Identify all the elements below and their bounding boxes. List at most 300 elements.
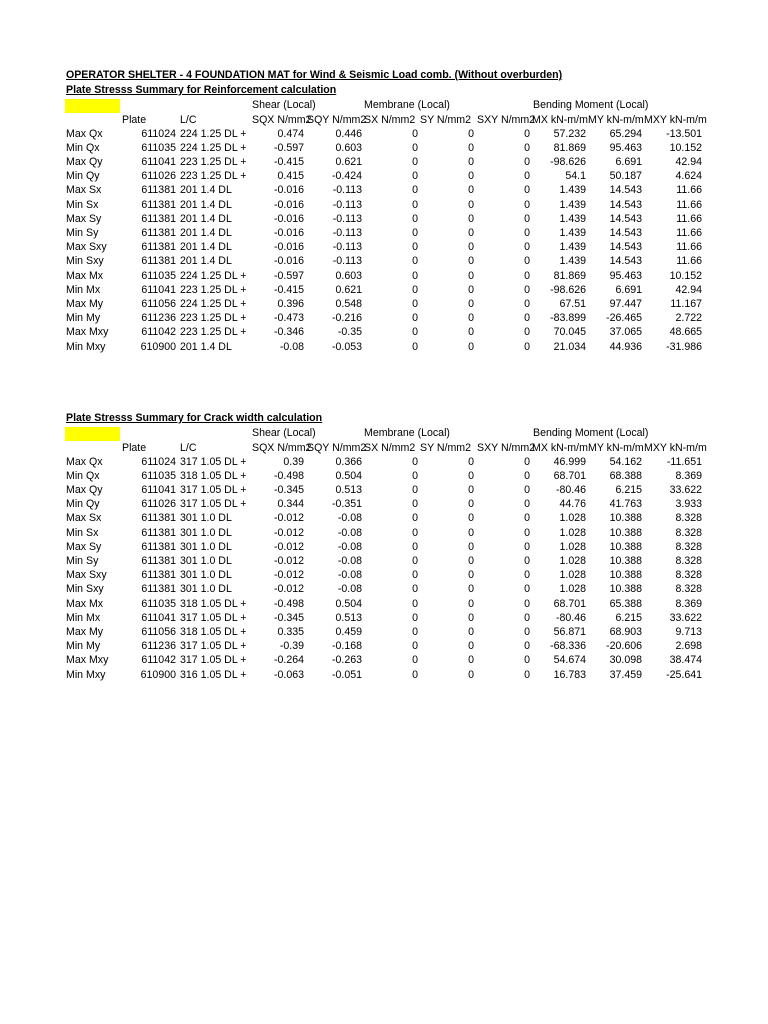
value-cell: 8.328 — [675, 583, 702, 596]
value-cell: 0.504 — [335, 469, 362, 482]
value-cell: -0.415 — [273, 283, 304, 296]
section-title: Plate Stresss Summary for Crack width calculation — [66, 412, 323, 424]
value-cell: 0 — [524, 283, 530, 296]
value-cell: 1.028 — [559, 526, 586, 539]
column-header: MXY kN-m/m — [644, 113, 707, 126]
value-cell: 0 — [468, 297, 474, 310]
value-cell: 611381 — [141, 512, 176, 525]
value-cell: 33.622 — [669, 483, 702, 496]
value-cell: 0 — [412, 540, 418, 553]
value-cell: 1.439 — [559, 184, 586, 197]
row-label: Max Sxy — [66, 569, 107, 582]
value-cell: 1.028 — [559, 583, 586, 596]
value-cell: 65.294 — [609, 127, 642, 140]
value-cell: 46.999 — [553, 455, 586, 468]
value-cell: 0.459 — [335, 625, 362, 638]
group-header-shear: Shear (Local) — [252, 99, 316, 111]
value-cell: 0.548 — [335, 297, 362, 310]
row-label: Min Mx — [66, 283, 101, 296]
value-cell: 10.152 — [669, 141, 702, 154]
value-cell: 611381 — [141, 569, 176, 582]
row-label: Max My — [66, 625, 104, 638]
value-cell: 97.447 — [609, 297, 642, 310]
value-cell: 0 — [412, 569, 418, 582]
value-cell: 0 — [524, 512, 530, 525]
value-cell: 1.439 — [559, 212, 586, 225]
value-cell: 0 — [468, 498, 474, 511]
value-cell: 0 — [468, 340, 474, 353]
value-cell: 0 — [524, 455, 530, 468]
value-cell: -0.012 — [273, 512, 304, 525]
value-cell: 0 — [468, 184, 474, 197]
value-cell: -0.113 — [332, 212, 362, 225]
value-cell: -0.016 — [273, 198, 304, 211]
value-cell: 611381 — [141, 184, 176, 197]
value-cell: 44.936 — [609, 340, 642, 353]
value-cell: 6.215 — [615, 483, 642, 496]
value-cell: 0 — [524, 625, 530, 638]
value-cell: -0.216 — [331, 312, 362, 325]
value-cell: 2.722 — [675, 312, 702, 325]
value-cell: 0 — [524, 326, 530, 339]
value-cell: 0.513 — [335, 483, 362, 496]
value-cell: 0 — [468, 283, 474, 296]
row-label: Min Sy — [66, 226, 99, 239]
value-cell: 0.603 — [335, 141, 362, 154]
value-cell: 38.474 — [669, 654, 702, 667]
value-cell: 3.933 — [675, 498, 702, 511]
value-cell: 611026 — [141, 170, 176, 183]
value-cell: 0 — [524, 340, 530, 353]
value-cell: 0 — [412, 255, 418, 268]
row-label: Max Qy — [66, 483, 103, 496]
value-cell: 0 — [468, 269, 474, 282]
value-cell: 1.439 — [559, 241, 586, 254]
value-cell: 0 — [524, 269, 530, 282]
value-cell: 0 — [524, 312, 530, 325]
value-cell: 0 — [468, 668, 474, 681]
value-cell: 8.328 — [675, 512, 702, 525]
column-header: MXY kN-m/m — [644, 441, 707, 454]
value-cell: 0 — [468, 170, 474, 183]
row-label: Max My — [66, 297, 104, 310]
value-cell: 0.621 — [335, 155, 362, 168]
column-header: MX kN-m/m — [532, 441, 588, 454]
value-cell: 0 — [412, 554, 418, 567]
value-cell: -0.113 — [332, 198, 362, 211]
value-cell: 0.335 — [277, 625, 304, 638]
value-cell: 70.045 — [553, 326, 586, 339]
load-case-cell: 301 1.0 DL — [180, 583, 232, 596]
value-cell: 611035 — [141, 469, 176, 482]
value-cell: 0 — [468, 226, 474, 239]
value-cell: 0 — [468, 155, 474, 168]
value-cell: 0 — [412, 212, 418, 225]
value-cell: 2.698 — [675, 640, 702, 653]
value-cell: 0 — [412, 241, 418, 254]
value-cell: 611381 — [141, 198, 176, 211]
value-cell: 611035 — [141, 597, 176, 610]
column-header: SY N/mm2 — [420, 441, 472, 454]
value-cell: 56.871 — [553, 625, 586, 638]
value-cell: -0.39 — [279, 640, 304, 653]
value-cell: 0 — [412, 184, 418, 197]
value-cell: 8.369 — [675, 597, 702, 610]
load-case-cell: 201 1.4 DL — [180, 241, 232, 254]
value-cell: 50.187 — [609, 170, 642, 183]
value-cell: -0.016 — [273, 212, 304, 225]
column-header: SXY N/mm2 — [477, 113, 536, 126]
value-cell: 65.388 — [609, 597, 642, 610]
value-cell: 68.903 — [609, 625, 642, 638]
value-cell: 68.388 — [609, 469, 642, 482]
value-cell: 0 — [524, 540, 530, 553]
value-cell: 0 — [468, 597, 474, 610]
value-cell: -0.35 — [337, 326, 362, 339]
value-cell: 0 — [468, 654, 474, 667]
value-cell: 6.691 — [615, 155, 642, 168]
value-cell: 0 — [412, 326, 418, 339]
value-cell: 0 — [468, 241, 474, 254]
value-cell: 1.439 — [559, 255, 586, 268]
load-case-cell: 317 1.05 DL + — [180, 498, 247, 511]
value-cell: 611035 — [141, 269, 176, 282]
value-cell: 0 — [468, 611, 474, 624]
value-cell: 37.065 — [609, 326, 642, 339]
value-cell: -0.113 — [332, 255, 362, 268]
value-cell: 0 — [412, 498, 418, 511]
column-header: L/C — [180, 113, 197, 126]
value-cell: 0 — [524, 155, 530, 168]
value-cell: -25.641 — [666, 668, 702, 681]
value-cell: 0 — [468, 540, 474, 553]
value-cell: 0.415 — [277, 170, 304, 183]
value-cell: 6.215 — [615, 611, 642, 624]
value-cell: 14.543 — [609, 226, 642, 239]
value-cell: 0 — [524, 170, 530, 183]
value-cell: 0.513 — [335, 611, 362, 624]
value-cell: 8.369 — [675, 469, 702, 482]
row-label: Max Mxy — [66, 654, 109, 667]
value-cell: -80.46 — [555, 483, 586, 496]
value-cell: 81.869 — [553, 269, 586, 282]
load-case-cell: 317 1.05 DL + — [180, 640, 247, 653]
value-cell: 0 — [524, 526, 530, 539]
value-cell: 0.396 — [277, 297, 304, 310]
row-label: Max Sy — [66, 212, 102, 225]
value-cell: -26.465 — [606, 312, 642, 325]
value-cell: 54.674 — [553, 654, 586, 667]
value-cell: 9.713 — [675, 625, 702, 638]
value-cell: 0 — [412, 654, 418, 667]
value-cell: 0 — [524, 583, 530, 596]
value-cell: 0 — [412, 155, 418, 168]
value-cell: 0 — [468, 212, 474, 225]
column-header: MY kN-m/m — [588, 113, 644, 126]
value-cell: 8.328 — [675, 569, 702, 582]
value-cell: 42.94 — [675, 155, 702, 168]
value-cell: 0 — [524, 198, 530, 211]
value-cell: 10.152 — [669, 269, 702, 282]
value-cell: -0.012 — [273, 554, 304, 567]
value-cell: 8.328 — [675, 554, 702, 567]
load-case-cell: 301 1.0 DL — [180, 554, 232, 567]
row-label: Max Qy — [66, 155, 103, 168]
value-cell: 4.624 — [675, 170, 702, 183]
row-label: Min Mxy — [66, 668, 106, 681]
row-label: Min Sx — [66, 198, 99, 211]
load-case-cell: 201 1.4 DL — [180, 226, 232, 239]
value-cell: 0.446 — [335, 127, 362, 140]
value-cell: -0.345 — [273, 611, 304, 624]
value-cell: -0.346 — [273, 326, 304, 339]
column-header: SQY N/mm2 — [307, 441, 367, 454]
value-cell: 0 — [468, 625, 474, 638]
column-header: MY kN-m/m — [588, 441, 644, 454]
load-case-cell: 201 1.4 DL — [180, 198, 232, 211]
value-cell: -0.016 — [273, 226, 304, 239]
value-cell: 8.328 — [675, 526, 702, 539]
row-label: Min Qy — [66, 498, 100, 511]
column-header: Plate — [122, 441, 147, 454]
value-cell: -0.113 — [332, 226, 362, 239]
value-cell: 611042 — [141, 654, 176, 667]
value-cell: -0.597 — [273, 141, 304, 154]
load-case-cell: 317 1.05 DL + — [180, 455, 247, 468]
value-cell: 611041 — [141, 611, 176, 624]
load-case-cell: 318 1.05 DL + — [180, 597, 247, 610]
load-case-cell: 201 1.4 DL — [180, 340, 232, 353]
load-case-cell: 223 1.25 DL + — [180, 283, 247, 296]
column-header: SQX N/mm2 — [252, 113, 312, 126]
value-cell: -0.08 — [337, 554, 362, 567]
value-cell: 44.76 — [559, 498, 586, 511]
value-cell: 1.028 — [559, 554, 586, 567]
value-cell: -0.473 — [273, 312, 304, 325]
value-cell: 0 — [468, 255, 474, 268]
value-cell: 0 — [412, 611, 418, 624]
row-label: Min Qx — [66, 141, 100, 154]
value-cell: 11.66 — [676, 241, 702, 254]
value-cell: 0 — [412, 340, 418, 353]
value-cell: 0 — [524, 255, 530, 268]
row-label: Max Mxy — [66, 326, 109, 339]
value-cell: 0 — [524, 141, 530, 154]
value-cell: 0 — [412, 526, 418, 539]
value-cell: -13.501 — [666, 127, 702, 140]
value-cell: 611024 — [141, 455, 176, 468]
row-label: Min Qy — [66, 170, 100, 183]
value-cell: 611024 — [141, 127, 176, 140]
value-cell: 1.028 — [559, 512, 586, 525]
value-cell: 0 — [412, 469, 418, 482]
row-label: Max Sx — [66, 512, 102, 525]
value-cell: 0.603 — [335, 269, 362, 282]
value-cell: 0 — [468, 198, 474, 211]
value-cell: -0.263 — [331, 654, 362, 667]
value-cell: 1.439 — [559, 198, 586, 211]
group-header-bending: Bending Moment (Local) — [533, 99, 649, 111]
value-cell: -0.08 — [337, 526, 362, 539]
value-cell: -0.08 — [337, 540, 362, 553]
value-cell: 611056 — [141, 625, 176, 638]
value-cell: -0.345 — [273, 483, 304, 496]
row-label: Max Mx — [66, 597, 104, 610]
value-cell: 0 — [524, 127, 530, 140]
column-header: L/C — [180, 441, 197, 454]
value-cell: -0.597 — [273, 269, 304, 282]
row-label: Min Sxy — [66, 255, 104, 268]
row-label: Max Sxy — [66, 241, 107, 254]
document-title: OPERATOR SHELTER - 4 FOUNDATION MAT for Wind & Seismic Load comb. (Without overburden) — [66, 69, 563, 81]
value-cell: 0 — [412, 226, 418, 239]
value-cell: 30.098 — [609, 654, 642, 667]
load-case-cell: 201 1.4 DL — [180, 255, 232, 268]
row-label: Min Mx — [66, 611, 101, 624]
value-cell: 611236 — [141, 640, 176, 653]
value-cell: 14.543 — [609, 184, 642, 197]
value-cell: 10.388 — [609, 569, 642, 582]
value-cell: 42.94 — [675, 283, 702, 296]
value-cell: 0 — [524, 483, 530, 496]
value-cell: -0.113 — [332, 184, 362, 197]
value-cell: 21.034 — [553, 340, 586, 353]
value-cell: 0 — [524, 498, 530, 511]
value-cell: 11.66 — [676, 212, 702, 225]
value-cell: -0.016 — [273, 241, 304, 254]
highlight-cell — [65, 99, 120, 113]
value-cell: -0.498 — [273, 469, 304, 482]
value-cell: -0.113 — [332, 241, 362, 254]
row-label: Min Sxy — [66, 583, 104, 596]
load-case-cell: 223 1.25 DL + — [180, 155, 247, 168]
value-cell: 11.167 — [670, 297, 702, 310]
value-cell: 0 — [468, 526, 474, 539]
value-cell: 611041 — [141, 283, 176, 296]
load-case-cell: 317 1.05 DL + — [180, 654, 247, 667]
value-cell: -98.626 — [550, 283, 586, 296]
value-cell: 81.869 — [553, 141, 586, 154]
value-cell: 11.66 — [676, 198, 702, 211]
value-cell: 0 — [412, 583, 418, 596]
group-header-membrane: Membrane (Local) — [364, 99, 450, 111]
load-case-cell: 224 1.25 DL + — [180, 141, 247, 154]
value-cell: 1.439 — [559, 226, 586, 239]
column-header: SQX N/mm2 — [252, 441, 312, 454]
value-cell: 0 — [412, 141, 418, 154]
value-cell: 0.344 — [277, 498, 304, 511]
value-cell: 67.51 — [559, 297, 586, 310]
value-cell: 68.701 — [553, 469, 586, 482]
value-cell: 10.388 — [609, 526, 642, 539]
value-cell: 611381 — [141, 226, 176, 239]
value-cell: -68.336 — [550, 640, 586, 653]
value-cell: -80.46 — [555, 611, 586, 624]
value-cell: 610900 — [140, 340, 176, 353]
highlight-cell — [65, 427, 120, 441]
group-header-bending: Bending Moment (Local) — [533, 427, 649, 439]
value-cell: 0 — [412, 640, 418, 653]
value-cell: 0 — [524, 297, 530, 310]
value-cell: -0.168 — [331, 640, 362, 653]
load-case-cell: 301 1.0 DL — [180, 569, 232, 582]
value-cell: 0 — [412, 127, 418, 140]
value-cell: 611041 — [141, 155, 176, 168]
load-case-cell: 317 1.05 DL + — [180, 483, 247, 496]
load-case-cell: 201 1.4 DL — [180, 212, 232, 225]
value-cell: -11.651 — [666, 455, 702, 468]
value-cell: 14.543 — [609, 198, 642, 211]
value-cell: -0.415 — [273, 155, 304, 168]
value-cell: 0 — [468, 483, 474, 496]
load-case-cell: 224 1.25 DL + — [180, 127, 247, 140]
section-title: Plate Stresss Summary for Reinforcement calculation — [66, 84, 337, 96]
value-cell: 8.328 — [675, 540, 702, 553]
value-cell: -83.899 — [550, 312, 586, 325]
value-cell: 0 — [412, 283, 418, 296]
value-cell: -0.012 — [273, 526, 304, 539]
value-cell: 0 — [468, 326, 474, 339]
value-cell: 0 — [412, 483, 418, 496]
value-cell: 95.463 — [609, 141, 642, 154]
column-header: SY N/mm2 — [420, 113, 472, 126]
value-cell: 611381 — [141, 526, 176, 539]
value-cell: 10.388 — [609, 554, 642, 567]
row-label: Min My — [66, 640, 101, 653]
value-cell: -0.498 — [273, 597, 304, 610]
value-cell: 0.474 — [277, 127, 304, 140]
value-cell: 68.701 — [553, 597, 586, 610]
value-cell: 48.665 — [669, 326, 702, 339]
row-label: Max Qx — [66, 455, 103, 468]
value-cell: 0 — [524, 212, 530, 225]
value-cell: -0.012 — [273, 569, 304, 582]
value-cell: 611026 — [141, 498, 176, 511]
value-cell: 0 — [412, 269, 418, 282]
value-cell: 14.543 — [609, 255, 642, 268]
column-header: SX N/mm2 — [364, 113, 416, 126]
value-cell: 0 — [468, 583, 474, 596]
row-label: Min Mxy — [66, 340, 106, 353]
value-cell: -0.264 — [273, 654, 304, 667]
value-cell: 14.543 — [609, 241, 642, 254]
value-cell: 11.66 — [676, 255, 702, 268]
value-cell: 0 — [524, 640, 530, 653]
value-cell: -0.08 — [337, 583, 362, 596]
value-cell: 6.691 — [615, 283, 642, 296]
value-cell: -31.986 — [666, 340, 702, 353]
value-cell: 0 — [524, 226, 530, 239]
value-cell: 10.388 — [609, 512, 642, 525]
value-cell: 0 — [412, 312, 418, 325]
value-cell: -0.016 — [273, 184, 304, 197]
value-cell: -0.08 — [279, 340, 304, 353]
row-label: Max Qx — [66, 127, 103, 140]
value-cell: -0.012 — [273, 583, 304, 596]
value-cell: 0 — [412, 198, 418, 211]
column-header: MX kN-m/m — [532, 113, 588, 126]
value-cell: 95.463 — [609, 269, 642, 282]
value-cell: 54.162 — [609, 455, 642, 468]
value-cell: 0 — [524, 469, 530, 482]
value-cell: 611381 — [141, 583, 176, 596]
row-label: Min Sy — [66, 554, 99, 567]
value-cell: 0.39 — [283, 455, 304, 468]
value-cell: 611042 — [141, 326, 176, 339]
value-cell: 0 — [412, 455, 418, 468]
row-label: Max Mx — [66, 269, 104, 282]
value-cell: 0 — [412, 668, 418, 681]
